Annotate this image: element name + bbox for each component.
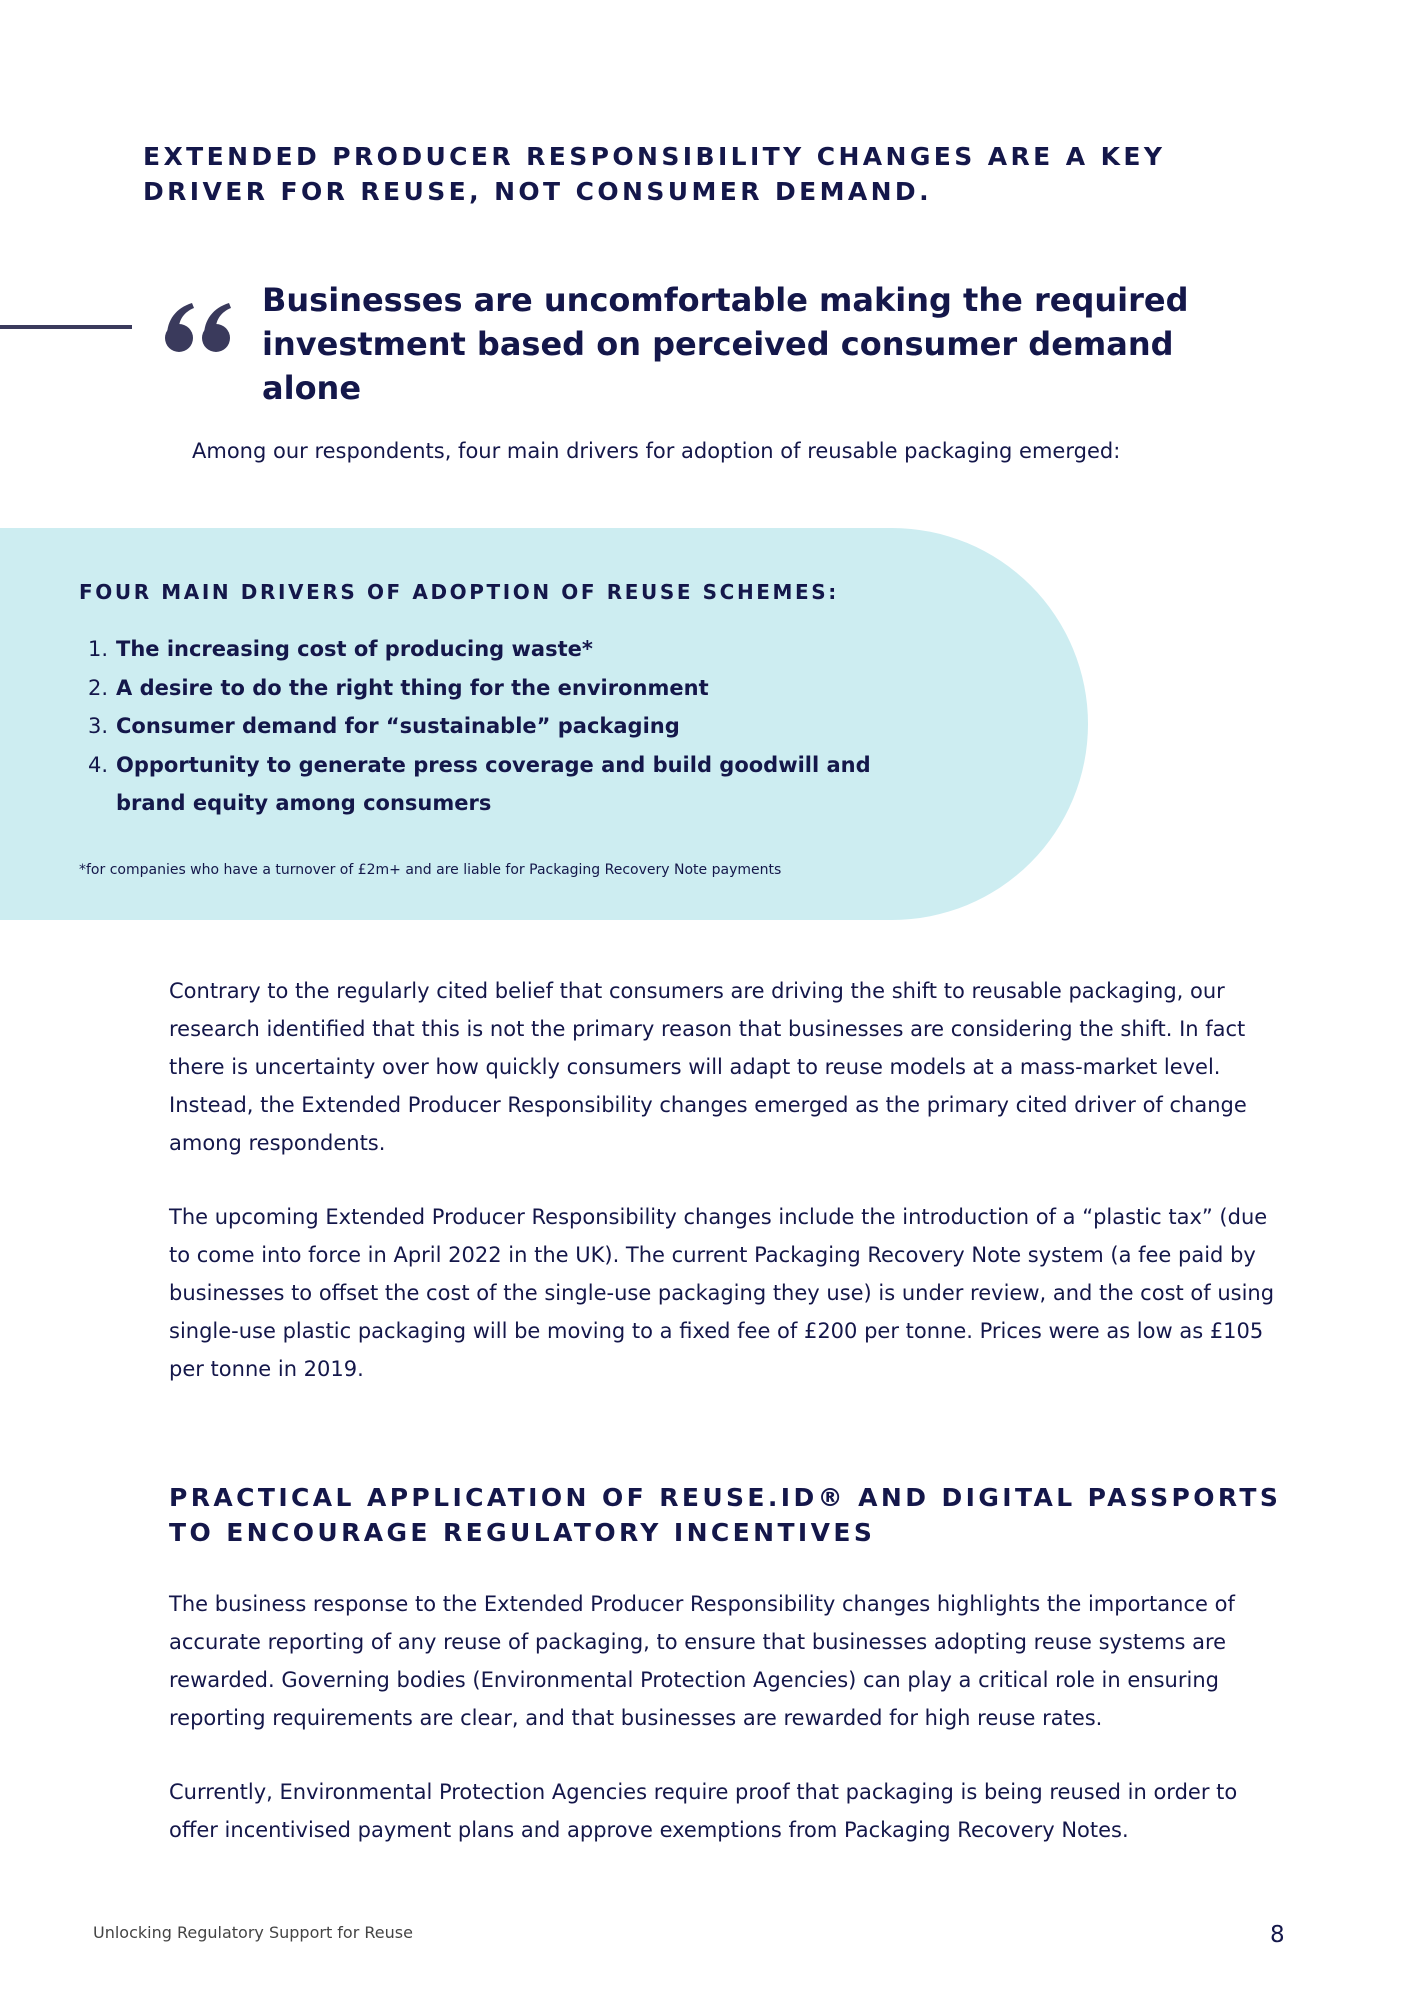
- list-item: 2. A desire to do the right thing for the environment: [88, 675, 709, 700]
- body-paragraph: Currently, Environmental Protection Agencies require proof that packaging is being reused in order to offer incentivised payment plans and approve exemptions from Packaging Recovery Notes.: [169, 1780, 1238, 1842]
- page-number: 8: [1270, 1922, 1285, 1948]
- footer-title: Unlocking Regulatory Support for Reuse: [93, 1923, 413, 1942]
- quotation-mark-icon: [164, 300, 234, 356]
- quote-accent-line: [0, 325, 132, 329]
- list-item: 1. The increasing cost of producing waste*: [88, 637, 593, 661]
- drivers-heading: FOUR MAIN DRIVERS OF ADOPTION OF REUSE SCHEMES:: [79, 580, 839, 604]
- pull-quote: Businesses are uncomfortable making the required investment based on perceived consumer demand alone: [262, 281, 1189, 407]
- drivers-panel: [0, 528, 1088, 920]
- list-item: 3. Consumer demand for “sustainable” packaging: [88, 714, 680, 738]
- drivers-list: [88, 630, 888, 823]
- section-heading: EXTENDED PRODUCER RESPONSIBILITY CHANGES ARE A KEY DRIVER FOR REUSE, NOT CONSUMER DEMAND.: [143, 142, 1166, 206]
- sub-heading: PRACTICAL APPLICATION OF REUSE.ID® AND DIGITAL PASSPORTS TO ENCOURAGE REGULATORY INCENTIVES: [169, 1483, 1282, 1547]
- body-paragraph: Contrary to the regularly cited belief that consumers are driving the shift to reusable packaging, our research identified that this is not the primary reason that businesses are considering the shift. In fact there is uncertainty over how quickly consumers will adapt to reuse models at a mass-market level. Instead, the Extended Producer Responsibility changes emerged as the primary cited driver of change among respondents.: [169, 979, 1247, 1155]
- drivers-footnote: *for companies who have a turnover of £2m+ and are liable for Packaging Recovery Note payments: [79, 862, 782, 878]
- list-item: 4. Opportunity to generate press coverage and build goodwill and brand equity among consumers: [88, 752, 871, 815]
- body-paragraph: The business response to the Extended Producer Responsibility changes highlights the importance of accurate reporting of any reuse of packaging, to ensure that businesses adopting reuse systems are rewarded. Governing bodies (Environmental Protection Agencies) can play a critical role in ensuring reporting requirements are clear, and that businesses are rewarded for high reuse rates.: [169, 1592, 1235, 1730]
- intro-text: Among our respondents, four main drivers for adoption of reusable packaging emerged:: [192, 439, 1121, 463]
- body-paragraph: The upcoming Extended Producer Responsibility changes include the introduction of a “plastic tax” (due to come into force in April 2022 in the UK). The current Packaging Recovery Note system (a fee paid by businesses to offset the cost of the single-use packaging they use) is under review, and the cost of using single-use plastic packaging will be moving to a fixed fee of £200 per tonne. Prices were as low as £105 per tonne in 2019.: [169, 1205, 1275, 1381]
